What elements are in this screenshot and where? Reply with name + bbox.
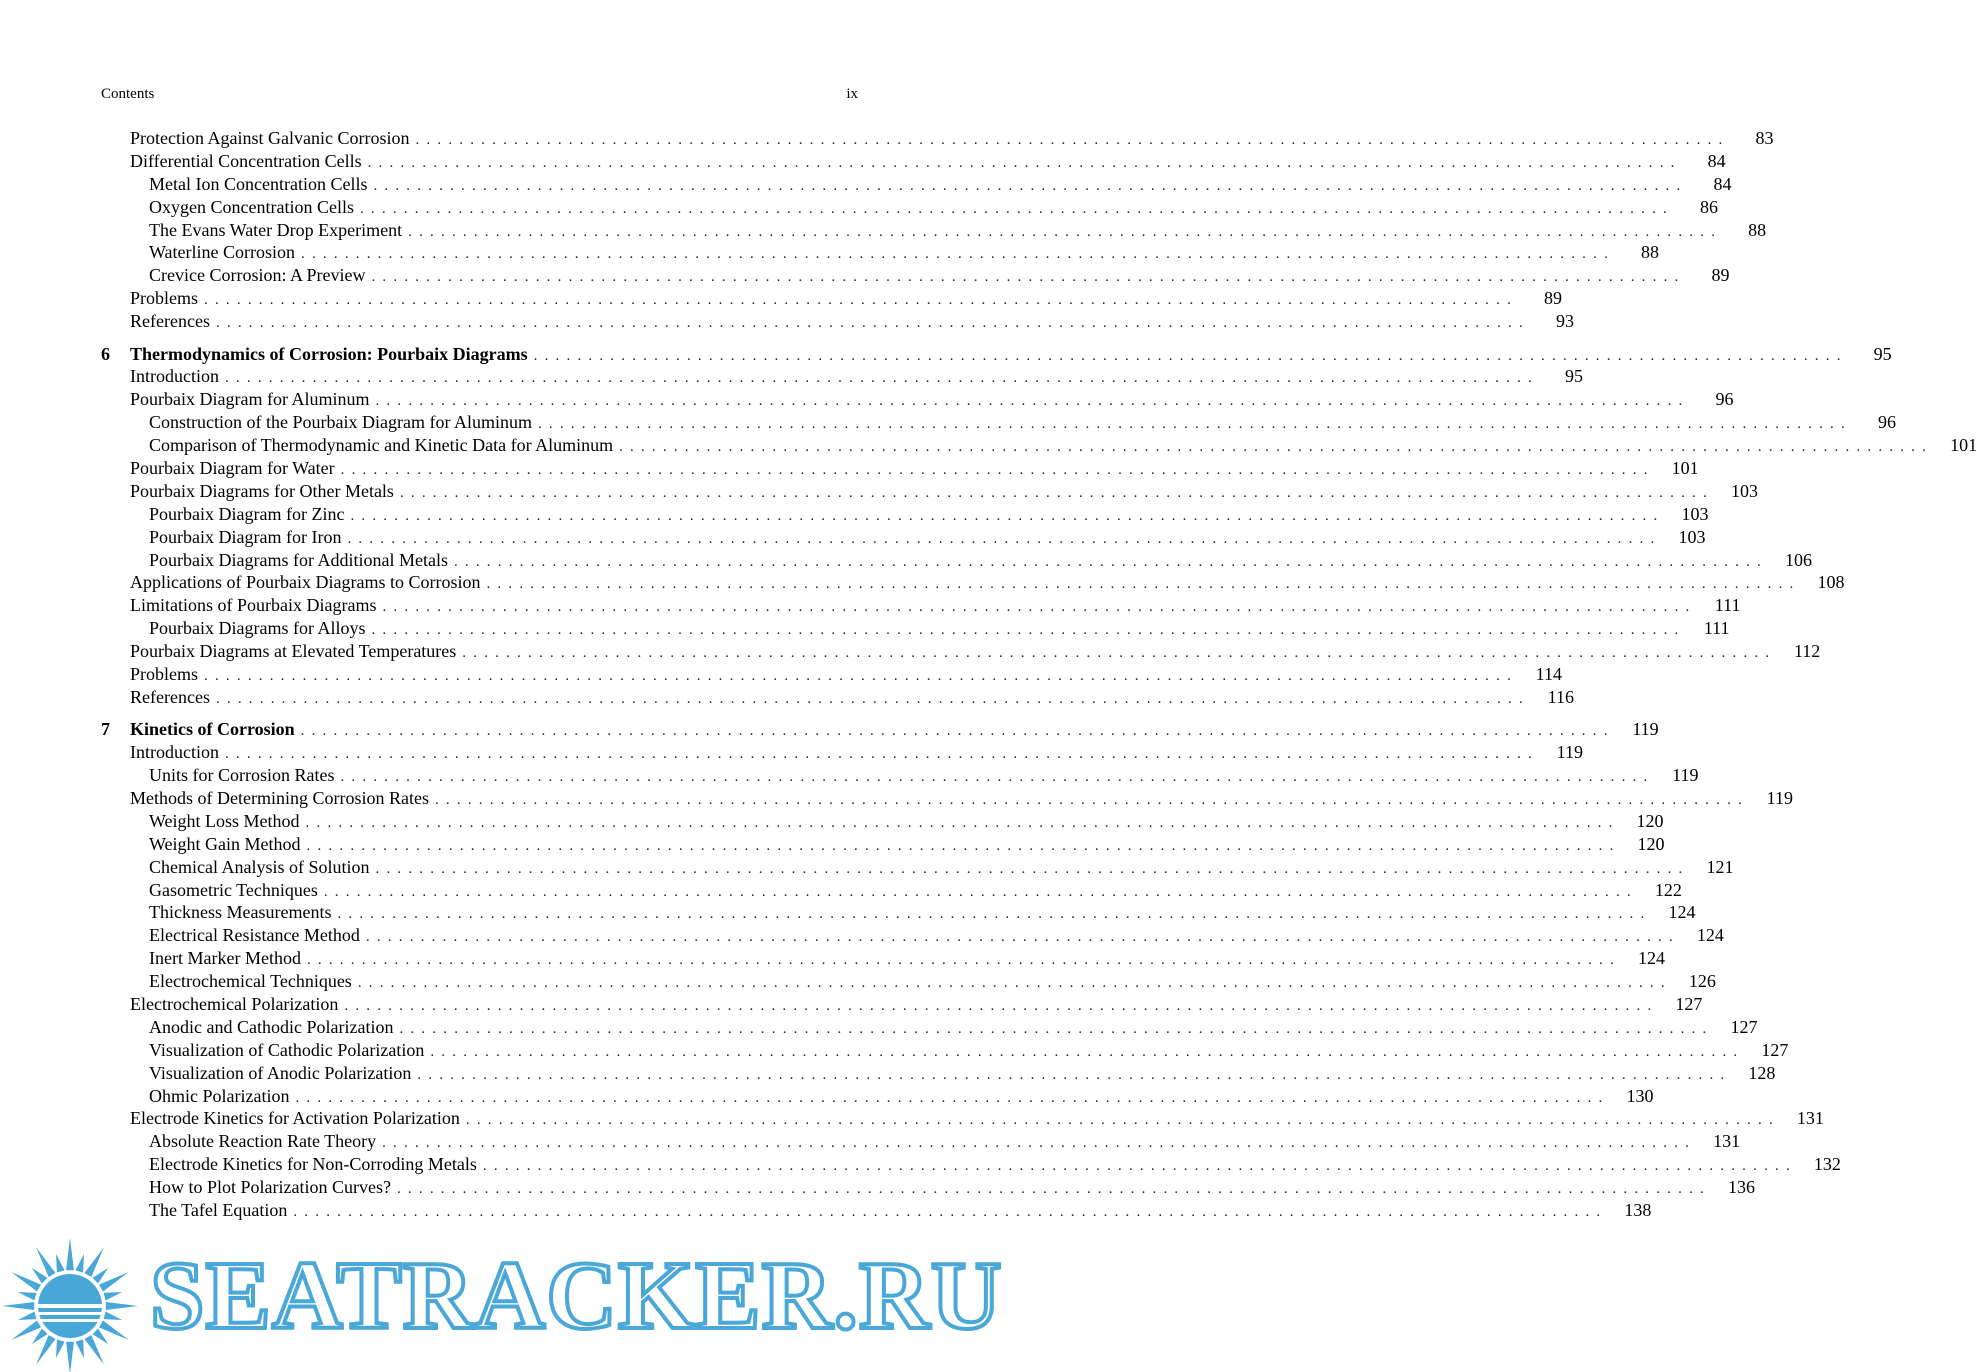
toc-entry-row[interactable] [101, 480, 1758, 503]
dot-leader: ........................................................................................................................ [344, 997, 1659, 1014]
entry-title: Electrochemical Techniques [149, 971, 352, 992]
entry-title: Pourbaix Diagram for Water [130, 457, 335, 478]
toc-entry-row[interactable] [101, 571, 1845, 594]
dot-leader: ........................................................................................................................ [430, 1043, 1745, 1060]
sun-ray [75, 1254, 84, 1273]
toc-entry-row[interactable] [101, 388, 1734, 411]
entry-page-number: 128 [1748, 1062, 1776, 1083]
dot-leader: ........................................................................................................................ [619, 439, 1934, 456]
entry-title: Problems [130, 288, 199, 309]
watermark [0, 1228, 1003, 1372]
dot-leader: ........................................................................................................................ [382, 1135, 1697, 1152]
entry-page-number: 120 [1637, 833, 1665, 854]
entry-page-number: 103 [1730, 480, 1758, 501]
entry-page-number: 119 [1632, 719, 1659, 740]
dot-leader: ........................................................................................................................ [537, 416, 1852, 433]
toc-entry-row[interactable] [101, 434, 1977, 457]
sun-ray [32, 1329, 48, 1345]
dot-leader: ........................................................................................................................ [305, 814, 1620, 831]
dot-leader: ........................................................................................................................ [215, 315, 1530, 332]
toc-entry-row[interactable] [101, 196, 1718, 219]
entry-title: Electrode Kinetics for Activation Polarization [130, 1108, 460, 1129]
dot-leader: ........................................................................................................................ [375, 393, 1690, 410]
toc-entry-row[interactable] [101, 127, 1774, 150]
entry-page-number: 130 [1626, 1085, 1654, 1106]
entry-page-number: 84 [1707, 150, 1726, 171]
sun-ray [32, 1268, 48, 1284]
sun-ray [18, 1311, 37, 1320]
entry-title: Weight Gain Method [149, 833, 301, 854]
entry-page-number: 96 [1715, 389, 1734, 410]
sun-ray [18, 1292, 37, 1301]
dot-leader: ........................................................................................................................ [347, 530, 1662, 547]
entry-title: Problems [130, 663, 199, 684]
entry-page-number: 112 [1793, 641, 1821, 662]
entry-page-number: 127 [1730, 1016, 1758, 1037]
entry-title: Crevice Corrosion: A Preview [149, 265, 366, 286]
toc-entry-row[interactable] [101, 924, 1724, 947]
dot-leader: ........................................................................................................................ [224, 370, 1539, 387]
toc-entry-row[interactable] [101, 594, 1741, 617]
entry-title: Electrochemical Polarization [130, 993, 339, 1014]
entry-title: Electrical Resistance Method [149, 925, 360, 946]
dot-leader: ........................................................................................................................ [465, 1112, 1780, 1129]
dot-leader: ........................................................................................................................ [453, 553, 1768, 570]
entry-page-number: 124 [1696, 925, 1724, 946]
sun-ray [66, 1342, 74, 1372]
dot-leader: ........................................................................................................................ [293, 1203, 1608, 1220]
sun-ray [66, 1238, 74, 1270]
entry-title: The Evans Water Drop Experiment [149, 219, 403, 240]
toc-entry-row[interactable] [101, 1107, 1824, 1130]
dot-leader: ........................................................................................................................ [367, 154, 1682, 171]
dot-leader: ........................................................................................................................ [365, 929, 1680, 946]
dot-leader: ........................................................................................................................ [533, 347, 1848, 364]
entry-page-number: 119 [1672, 765, 1699, 786]
sun-ray [93, 1329, 109, 1345]
entry-title: The Tafel Equation [149, 1199, 288, 1220]
chapter-title: Thermodynamics of Corrosion: Pourbaix Diagrams [130, 343, 528, 364]
dot-leader: ........................................................................................................................ [306, 837, 1621, 854]
toc-entry-row[interactable] [101, 287, 1563, 310]
page-number: ix [846, 86, 858, 102]
entry-page-number: 84 [1713, 173, 1732, 194]
dot-leader: ........................................................................................................................ [359, 200, 1674, 217]
sun-ray [56, 1254, 65, 1273]
entry-page-number: 96 [1877, 412, 1896, 433]
entry-page-number: 121 [1706, 856, 1734, 877]
toc-entry-row[interactable] [101, 1199, 1652, 1222]
entry-page-number: 88 [1641, 242, 1660, 263]
entry-title: Visualization of Anodic Polarization [149, 1062, 412, 1083]
sun-ray [106, 1302, 138, 1310]
dot-leader: ........................................................................................................................ [300, 723, 1615, 740]
toc-entry-row[interactable] [101, 219, 1767, 242]
entry-title: Weight Loss Method [149, 810, 300, 831]
entry-title: Visualization of Cathodic Polarization [149, 1039, 425, 1060]
entry-title: Differential Concentration Cells [130, 150, 362, 171]
dot-leader: ........................................................................................................................ [399, 1020, 1714, 1037]
entry-title: Pourbaix Diagrams for Other Metals [130, 480, 394, 501]
entry-title: Methods of Determining Corrosion Rates [130, 787, 429, 808]
dot-leader: ........................................................................................................................ [350, 507, 1665, 524]
toc-entry-row[interactable] [101, 1039, 1789, 1062]
entry-page-number: 124 [1637, 948, 1665, 969]
toc-entry-row[interactable] [101, 503, 1709, 526]
toc-chapter-row[interactable] [101, 343, 1892, 366]
entry-page-number: 106 [1784, 549, 1812, 570]
toc-entry-row[interactable] [101, 741, 1583, 764]
toc-entry-row[interactable] [101, 150, 1726, 173]
table-of-contents [101, 127, 1977, 1222]
entry-page-number: 122 [1654, 879, 1682, 900]
toc-entry-row[interactable] [101, 241, 1660, 264]
entry-page-number: 101 [1671, 457, 1699, 478]
entry-page-number: 93 [1555, 311, 1574, 332]
dot-leader: ........................................................................................................................ [323, 883, 1638, 900]
toc-entry-row[interactable] [101, 993, 1703, 1016]
entry-page-number: 108 [1817, 572, 1845, 593]
entry-page-number: 114 [1535, 663, 1563, 684]
entry-title: How to Plot Polarization Curves? [149, 1177, 391, 1198]
entry-page-number: 86 [1699, 196, 1718, 217]
entry-title: Applications of Pourbaix Diagrams to Corrosion [130, 572, 481, 593]
entry-page-number: 89 [1544, 288, 1563, 309]
entry-title: Units for Corrosion Rates [149, 765, 335, 786]
dot-leader: ........................................................................................................................ [301, 246, 1616, 263]
toc-entry-row[interactable] [101, 787, 1793, 810]
sun-ray [93, 1268, 109, 1284]
entry-title: References [130, 686, 210, 707]
chapter-number: 7 [101, 719, 110, 740]
toc-entry-row[interactable] [101, 1085, 1654, 1108]
entry-page-number: 103 [1678, 526, 1706, 547]
dot-leader: ........................................................................................................................ [417, 1066, 1732, 1083]
entry-title: Inert Marker Method [149, 948, 301, 969]
dot-leader: ........................................................................................................................ [357, 975, 1672, 992]
entry-page-number: 103 [1681, 503, 1709, 524]
entry-title: Oxygen Concentration Cells [149, 196, 354, 217]
toc-entry-row[interactable] [101, 1130, 1741, 1153]
entry-page-number: 101 [1950, 435, 1977, 456]
toc-entry-row[interactable] [101, 947, 1665, 970]
dot-leader: ........................................................................................................................ [373, 177, 1688, 194]
toc-entry-row[interactable] [101, 617, 1730, 640]
entry-page-number: 119 [1766, 787, 1793, 808]
dot-leader: ........................................................................................................................ [375, 860, 1690, 877]
entry-title: Waterline Corrosion [149, 242, 296, 263]
toc-entry-row[interactable] [101, 1062, 1776, 1085]
entry-page-number: 120 [1636, 810, 1664, 831]
entry-page-number: 124 [1668, 902, 1696, 923]
entry-page-number: 136 [1727, 1177, 1755, 1198]
sun-ray [2, 1302, 34, 1310]
entry-title: Absolute Reaction Rate Theory [149, 1131, 377, 1152]
entry-page-number: 111 [1714, 595, 1741, 616]
dot-leader: ........................................................................................................................ [399, 484, 1714, 501]
chapter-title: Kinetics of Corrosion [130, 719, 295, 740]
entry-title: Electrode Kinetics for Non-Corroding Metals [149, 1154, 477, 1175]
entry-page-number: 111 [1703, 618, 1730, 639]
toc-entry-row[interactable] [101, 1016, 1758, 1039]
entry-title: Ohmic Polarization [149, 1085, 290, 1106]
entry-page-number: 132 [1813, 1154, 1841, 1175]
running-header [101, 86, 858, 103]
entry-page-number: 126 [1688, 971, 1716, 992]
entry-page-number: 83 [1755, 128, 1774, 148]
toc-entry-row[interactable] [101, 856, 1734, 879]
toc-entry-row[interactable] [101, 526, 1706, 549]
entry-title: Construction of the Pourbaix Diagram for Aluminum [149, 412, 532, 433]
dot-leader: ........................................................................................................................ [396, 1181, 1711, 1198]
running-header-section: Contents [101, 86, 155, 102]
entry-page-number: 138 [1624, 1199, 1652, 1220]
dot-leader: ........................................................................................................................ [224, 746, 1539, 763]
chapter-number: 6 [101, 343, 110, 364]
toc-entry-row[interactable] [101, 901, 1696, 924]
entry-title: Anodic and Cathodic Polarization [149, 1016, 394, 1037]
toc-entry-row[interactable] [101, 970, 1716, 993]
entry-title: Metal Ion Concentration Cells [149, 173, 368, 194]
dot-leader: ........................................................................................................................ [408, 223, 1723, 240]
toc-entry-row[interactable] [101, 640, 1821, 663]
dot-leader: ........................................................................................................................ [295, 1089, 1610, 1106]
toc-entry-row[interactable] [101, 833, 1665, 856]
toc-entry-row[interactable] [101, 457, 1699, 480]
dot-leader: ........................................................................................................................ [340, 769, 1655, 786]
toc-entry-row[interactable] [101, 810, 1664, 833]
entry-title: Limitations of Pourbaix Diagrams [130, 595, 377, 616]
dot-leader: ........................................................................................................................ [371, 622, 1686, 639]
toc-chapter-row[interactable] [101, 718, 1659, 741]
toc-entry-row[interactable] [101, 310, 1574, 333]
entry-page-number: 116 [1547, 686, 1574, 707]
entry-page-number: 131 [1713, 1131, 1741, 1152]
dot-leader: ........................................................................................................................ [340, 461, 1655, 478]
entry-title: Pourbaix Diagram for Iron [149, 526, 342, 547]
entry-title: Pourbaix Diagram for Zinc [149, 503, 345, 524]
entry-title: Gasometric Techniques [149, 879, 318, 900]
toc-entry-row[interactable] [101, 411, 1896, 434]
entry-title: References [130, 311, 210, 332]
toc-entry-row[interactable] [101, 764, 1699, 787]
sun-logo-icon [0, 1228, 150, 1372]
entry-page-number: 95 [1564, 366, 1583, 387]
entry-title: Pourbaix Diagram for Aluminum [130, 389, 370, 410]
dot-leader: ........................................................................................................................ [371, 269, 1686, 286]
watermark-text: SEATRACKER.RU [150, 1242, 1003, 1350]
entry-page-number: 127 [1675, 993, 1703, 1014]
dot-leader: ........................................................................................................................ [306, 952, 1621, 969]
dot-leader: ........................................................................................................................ [204, 292, 1519, 309]
entry-page-number: 89 [1711, 265, 1730, 286]
entry-title: Protection Against Galvanic Corrosion [130, 128, 410, 148]
dot-leader: ........................................................................................................................ [204, 667, 1519, 684]
toc-entry-row[interactable] [101, 1153, 1841, 1176]
toc-entry-row[interactable] [101, 879, 1682, 902]
toc-entry-row[interactable] [101, 686, 1574, 709]
entry-title: Thickness Measurements [149, 902, 332, 923]
toc-entry-row[interactable] [101, 264, 1730, 287]
entry-title: Pourbaix Diagrams for Additional Metals [149, 549, 448, 570]
entry-title: Pourbaix Diagrams for Alloys [149, 618, 366, 639]
entry-title: Pourbaix Diagrams at Elevated Temperatures [130, 641, 457, 662]
entry-title: Introduction [130, 742, 219, 763]
entry-title: Introduction [130, 366, 219, 387]
entry-title: Comparison of Thermodynamic and Kinetic Data for Aluminum [149, 435, 614, 456]
entry-title: Chemical Analysis of Solution [149, 856, 370, 877]
dot-leader: ........................................................................................................................ [462, 645, 1777, 662]
sun-ray [104, 1311, 123, 1320]
sun-ray [56, 1340, 65, 1359]
dot-leader: ........................................................................................................................ [215, 690, 1530, 707]
dot-leader: ........................................................................................................................ [415, 132, 1730, 148]
sun-ray [104, 1292, 123, 1301]
sun-ray [75, 1340, 84, 1359]
dot-leader: ........................................................................................................................ [482, 1158, 1797, 1175]
toc-entry-row[interactable] [101, 365, 1583, 388]
dot-leader: ........................................................................................................................ [337, 906, 1652, 923]
entry-page-number: 131 [1796, 1108, 1824, 1129]
entry-page-number: 119 [1556, 742, 1583, 763]
entry-page-number: 88 [1748, 219, 1767, 240]
dot-leader: ........................................................................................................................ [434, 791, 1749, 808]
toc-entry-row[interactable] [101, 663, 1563, 686]
dot-leader: ........................................................................................................................ [382, 599, 1697, 616]
entry-page-number: 127 [1761, 1039, 1789, 1060]
dot-leader: ........................................................................................................................ [486, 576, 1801, 593]
entry-page-number: 95 [1873, 343, 1892, 364]
toc-entry-row[interactable] [101, 549, 1812, 572]
toc-entry-row[interactable] [101, 173, 1732, 196]
toc-entry-row[interactable] [101, 1176, 1755, 1199]
